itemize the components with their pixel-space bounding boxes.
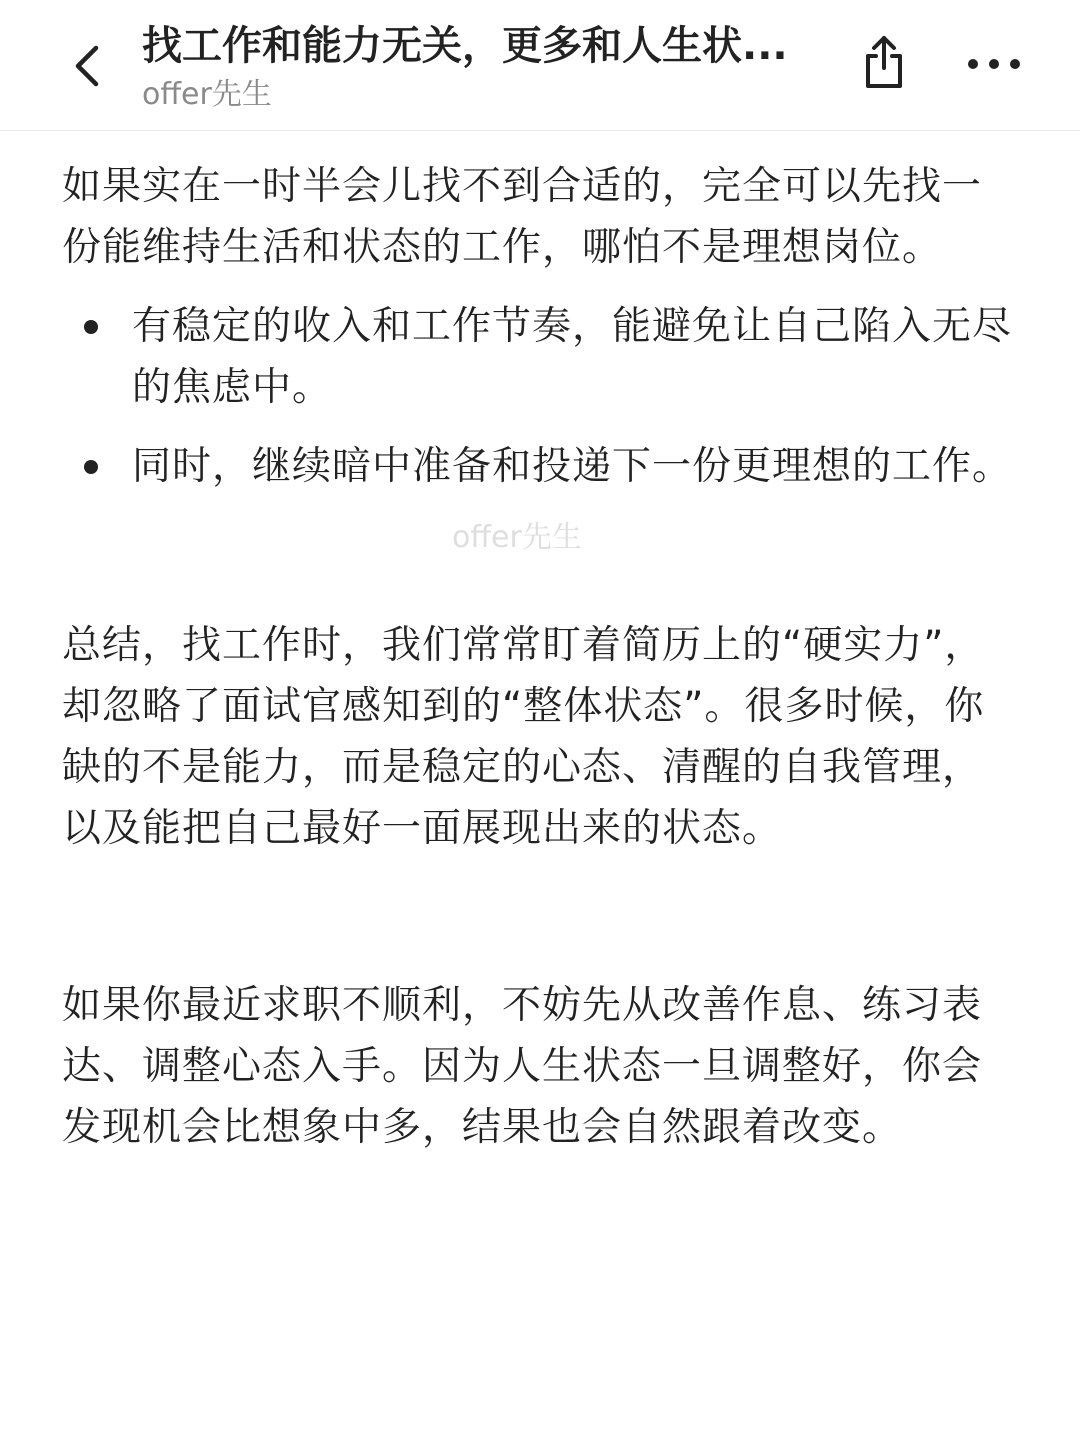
header-title-group <box>142 20 822 114</box>
list-item <box>62 436 1012 497</box>
share-icon <box>860 34 908 90</box>
back-button[interactable] <box>58 36 118 96</box>
list-item-text: 有稳定的收入和工作节奏，能避免让自己陷入无尽的焦虑中。 <box>132 304 1013 410</box>
list-item <box>62 296 1012 418</box>
watermark: offer先生 <box>452 520 582 555</box>
spacer <box>62 859 1012 975</box>
author-name[interactable]: offer先生 <box>142 77 272 112</box>
spacer <box>62 515 1012 615</box>
bullet-dot-icon <box>84 320 98 334</box>
paragraph-2: 总结，找工作时，我们常常盯着简历上的“硬实力”，却忽略了面试官感知到的“整体状态”。很多时候，你缺的不是能力，而是稳定的心态、清醒的自我管理，以及能把自己最好一面展现出来的状态。 <box>62 623 985 851</box>
bullet-dot-icon <box>84 460 98 474</box>
bullet-list <box>62 296 1012 497</box>
more-button[interactable] <box>962 36 1026 92</box>
more-icon <box>966 58 1022 70</box>
paragraph-1: 如果实在一时半会儿找不到合适的，完全可以先找一份能维持生活和状态的工作，哪怕不是理想岗位。 <box>62 164 983 270</box>
top-navigation-bar <box>0 0 1080 131</box>
chevron-left-icon <box>70 42 106 90</box>
article-body <box>62 156 1012 1158</box>
list-item-text: 同时，继续暗中准备和投递下一份更理想的工作。 <box>132 444 1013 489</box>
page-title: 找工作和能力无关，更多和人生状... <box>142 23 788 69</box>
share-button[interactable] <box>852 30 916 94</box>
paragraph-3: 如果你最近求职不顺利，不妨先从改善作息、练习表达、调整心态入手。因为人生状态一旦调整好，你会发现机会比想象中多，结果也会自然跟着改变。 <box>62 983 983 1150</box>
